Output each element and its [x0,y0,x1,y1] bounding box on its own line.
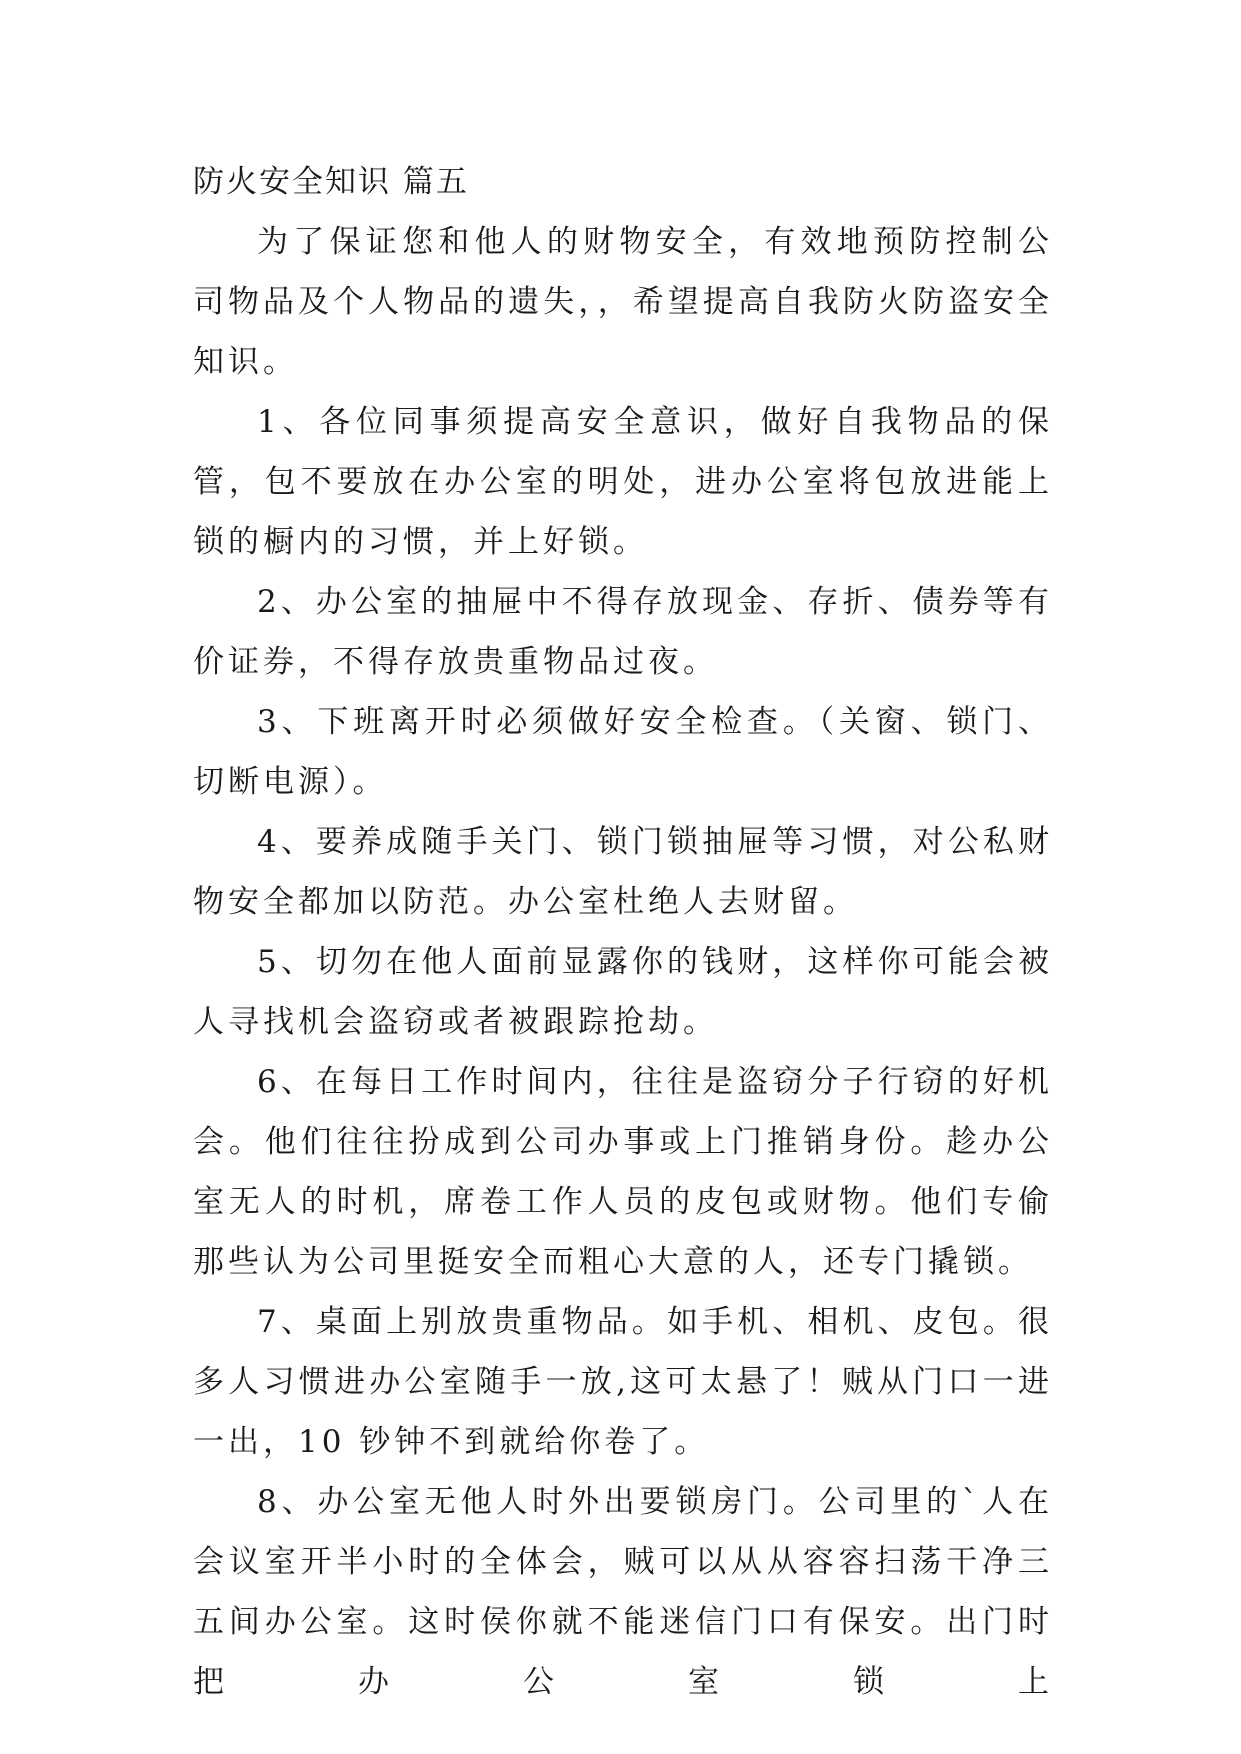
paragraph-item-6: 6、在每日工作时间内，往往是盗窃分子行窃的好机会。他们往往扮成到公司办事或上门推销身份。趁办公室无人的时机，席卷工作人员的皮包或财物。他们专偷那些认为公司里挺安全而粗心大意的人，还专门撬锁。 [193,1064,1053,1280]
paragraph-item-2: 2、办公室的抽屉中不得存放现金、存折、债券等有价证券，不得存放贵重物品过夜。 [193,584,1053,680]
document-body [193,152,1053,1712]
paragraph-intro: 为了保证您和他人的财物安全，有效地预防控制公司物品及个人物品的遗失，，希望提高自我防火防盗安全知识。 [193,224,1053,380]
paragraph-item-3: 3、下班离开时必须做好安全检查。（关窗、锁门、切断电源）。 [193,704,1053,800]
paragraph-item-5: 5、切勿在他人面前显露你的钱财，这样你可能会被人寻找机会盗窃或者被跟踪抢劫。 [193,944,1053,1040]
paragraph-item-1: 1、各位同事须提高安全意识，做好自我物品的保管，包不要放在办公室的明处，进办公室将包放进能上锁的橱内的习惯，并上好锁。 [193,404,1053,560]
paragraph-item-4: 4、要养成随手关门、锁门锁抽屉等习惯，对公私财物安全都加以防范。办公室杜绝人去财留。 [193,824,1053,920]
paragraph-item-8: 8、办公室无他人时外出要锁房门。公司里的`人在会议室开半小时的全体会，贼可以从从容容扫荡干净三五间办公室。这时侯你就不能迷信门口有保安。出门时把办公室锁上 [193,1484,1053,1700]
paragraph-item-7: 7、桌面上别放贵重物品。如手机、相机、皮包。很多人习惯进办公室随手一放,这可太悬了！贼从门口一进一出，10 钞钟不到就给你卷了。 [193,1304,1053,1460]
document-title: 防火安全知识 篇五 [193,164,469,200]
